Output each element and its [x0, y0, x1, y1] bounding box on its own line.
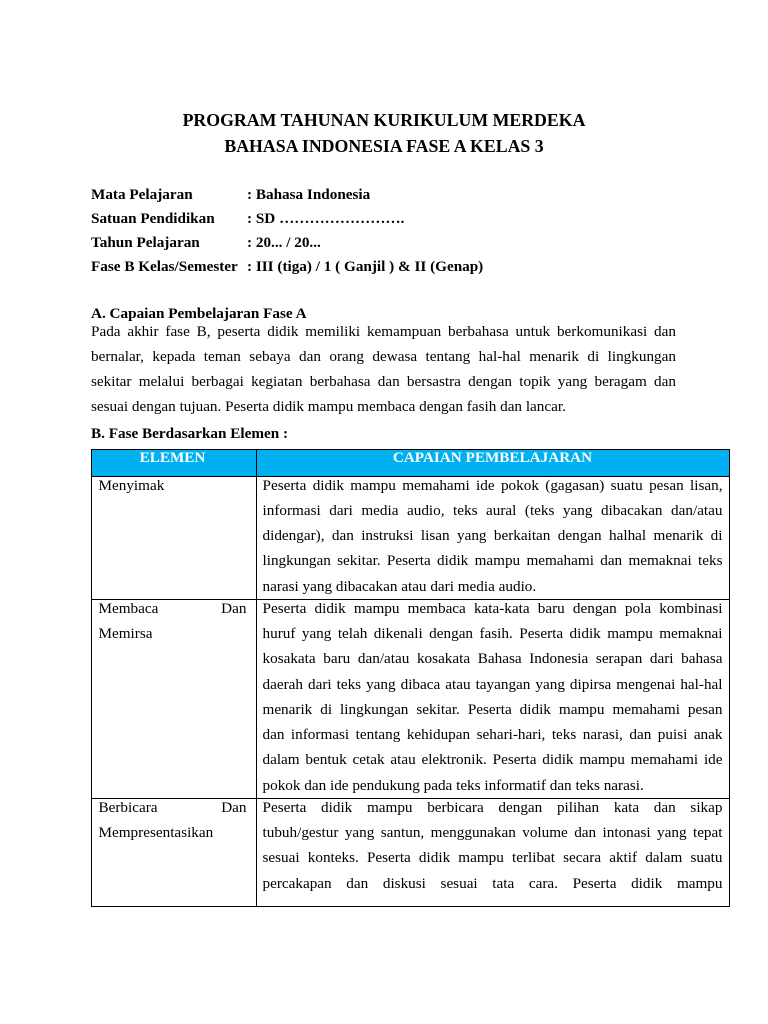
learning-outcome-line: daerah dari teks yang dibaca atau tayangan yang dipirsa mengenai hal-hal: [262, 675, 723, 693]
element-cell: [92, 477, 257, 599]
info-label: Satuan Pendidikan: [91, 210, 215, 227]
learning-outcome-line: Peserta didik mampu membaca kata-kata baru dengan pola kombinasi: [262, 599, 723, 617]
element-cell: [92, 600, 257, 798]
element-line: Berbicara Dan: [98, 798, 247, 816]
learning-outcome-line: narasi yang dibacakan atau dari media audio.: [262, 577, 537, 595]
learning-outcome-line: tubuh/gestur yang santun, menggunakan volume dan intonasi yang tepat: [262, 824, 723, 842]
paragraph-line: Pada akhir fase B, peserta didik memiliki kemampuan berbahasa untuk berkomunikasi dan: [91, 322, 676, 340]
header-cell-learning-outcome: CAPAIAN PEMBELAJARAN: [392, 449, 593, 466]
info-block: [91, 183, 691, 279]
element-line: Menyimak: [98, 476, 165, 494]
paragraph-line: sekitar melalui berbagai kegiatan berbahasa dan bersastra dengan topik yang beragam dan: [91, 373, 676, 391]
info-row-year: [91, 231, 691, 255]
learning-outcome-line: huruf yang telah dikenali dengan fasih. Peserta didik mampu memaknai: [262, 624, 723, 642]
learning-outcome-line: sesuai konteks. Peserta didik mampu terlibat secara aktif dalam suatu: [262, 849, 723, 867]
learning-outcome-line: dalam bentuk cetak atau elektronik. Peserta didik mampu memahami ide: [262, 751, 723, 769]
info-label: Mata Pelajaran: [91, 186, 193, 203]
paragraph-line: bernalar, kepada teman sebaya dan orang dewasa tentang hal-hal menarik di lingkungan: [91, 347, 676, 365]
learning-outcome-line: Peserta didik mampu berbicara dengan pilihan kata dan sikap: [262, 798, 723, 816]
element-cell: [92, 799, 257, 906]
section-b-heading: B. Fase Berdasarkan Elemen :: [91, 425, 289, 442]
learning-outcome-line: informasi dari media audio, teks aural (teks yang dibacakan dan/atau: [262, 501, 723, 519]
learning-outcome-cell: [257, 799, 730, 906]
learning-outcome-line: Peserta didik mampu memahami ide pokok (gagasan) suatu pesan lisan,: [262, 476, 723, 494]
learning-outcome-line: percakapan dan diskusi sesuai tata cara. Peserta didik mampu: [262, 874, 723, 892]
table-row: [92, 798, 729, 906]
info-row-school: [91, 207, 691, 231]
learning-outcome-cell: [257, 477, 730, 599]
document-title: [0, 107, 768, 159]
learning-outcome-line: lingkungan sekitar. Peserta didik mampu memahami dan memaknai teks: [262, 552, 723, 570]
table-row: [92, 599, 729, 798]
element-line: Membaca Dan: [98, 599, 247, 617]
elements-table: [91, 449, 730, 907]
info-value: : III (tiga) / 1 ( Ganjil ) & II (Genap): [247, 258, 484, 275]
info-value: : Bahasa Indonesia: [247, 186, 371, 203]
learning-outcome-line: pokok dan ide pendukung pada teks informatif dan teks narasi.: [262, 776, 644, 794]
learning-outcome-line: kosakata baru dan/atau kosakata Bahasa Indonesia serapan dari bahasa: [262, 650, 723, 668]
section-a-heading: A. Capaian Pembelajaran Fase A: [91, 305, 307, 322]
info-value: : SD …………………….: [247, 210, 405, 227]
learning-outcome-line: didengar), dan instruksi lisan yang berkaitan dengan halhal menarik di: [262, 527, 723, 545]
learning-outcome-line: dan informasi tentang kehidupan sehari-hari, teks narasi, dan puisi anak: [262, 726, 723, 744]
table-row: [92, 476, 729, 599]
learning-outcome-line: menarik di lingkungan sekitar. Peserta didik mampu memahami pesan: [262, 700, 723, 718]
info-row-subject: [91, 183, 691, 207]
header-cell-element: ELEMEN: [92, 450, 257, 476]
info-label: Fase B Kelas/Semester: [91, 258, 238, 275]
info-value: : 20... / 20...: [247, 234, 321, 251]
section-a-paragraph: [91, 319, 676, 420]
info-row-phase-semester: [91, 255, 691, 279]
paragraph-line: sesuai dengan tujuan. Peserta didik mampu membaca dengan fasih dan lancar.: [91, 398, 566, 416]
info-label: Tahun Pelajaran: [91, 234, 200, 251]
element-line: Memirsa: [98, 624, 153, 642]
title-line: BAHASA INDONESIA FASE A KELAS 3: [224, 136, 544, 156]
element-line: Mempresentasikan: [98, 824, 214, 842]
learning-outcome-cell: [257, 600, 730, 798]
title-line: PROGRAM TAHUNAN KURIKULUM MERDEKA: [182, 110, 586, 130]
table-header-row: [92, 450, 729, 476]
